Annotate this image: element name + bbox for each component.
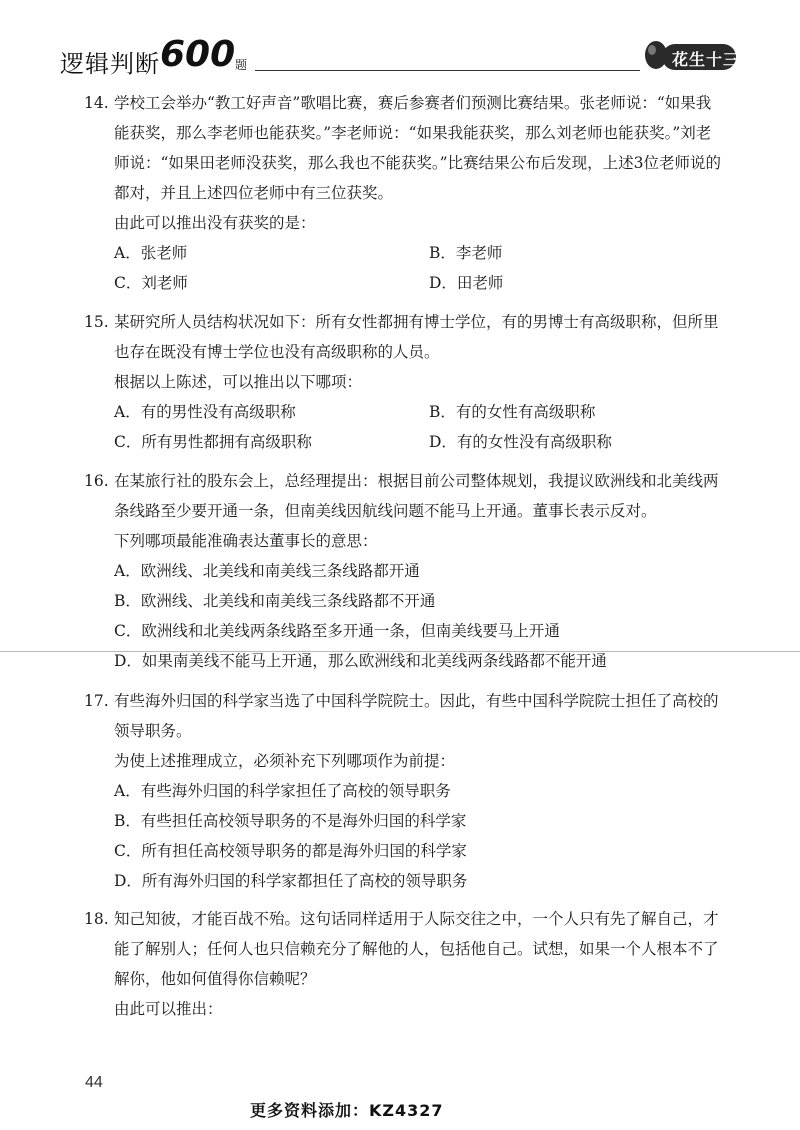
options bbox=[114, 238, 724, 298]
option-b[interactable]: B．欧洲线、北美线和南美线三条线路都不开通 bbox=[114, 592, 436, 610]
options bbox=[114, 556, 724, 676]
question-number: 18. bbox=[84, 910, 109, 928]
scan-fold-line bbox=[0, 651, 800, 652]
question-number: 16. bbox=[84, 472, 109, 490]
book-number: 600 bbox=[160, 34, 236, 75]
option-a[interactable]: A．有些海外归国的科学家担任了高校的领导职务 bbox=[114, 782, 451, 800]
question-prompt: 由此可以推出没有获奖的是： bbox=[114, 214, 316, 232]
question-number: 17. bbox=[84, 692, 109, 710]
question-stem: 在某旅行社的股东会上，总经理提出：根据目前公司整体规划，我提议欧洲线和北美线两条线路至少要开通一条，但南美线因航线问题不能马上开通。董事长表示反对。 bbox=[114, 472, 719, 520]
question-stem: 学校工会举办“教工好声音”歌唱比赛，赛后参赛者们预测比赛结果。张老师说：“如果我能获奖，那么李老师也能获奖。”李老师说：“如果我能获奖，那么刘老师也能获奖。”刘老师说：“如果田老师没获奖，那么我也不能获奖。”比赛结果公布后发现，上述3位老师说的都对，并且上述四位老师中有三位获奖。 bbox=[114, 94, 721, 202]
question-stem: 某研究所人员结构状况如下：所有女性都拥有博士学位，有的男博士有高级职称，但所里也存在既没有博士学位也没有高级职称的人员。 bbox=[114, 313, 719, 361]
question-16 bbox=[84, 466, 724, 676]
author-name: 花生十三 bbox=[672, 50, 741, 69]
question-prompt: 根据以上陈述，可以推出以下哪项： bbox=[114, 373, 363, 391]
option-d[interactable]: D．如果南美线不能马上开通，那么欧洲线和北美线两条线路都不能开通 bbox=[114, 652, 607, 670]
footer-note: 更多资料添加：KZ4327 bbox=[250, 1101, 444, 1120]
question-stem: 有些海外归国的科学家当选了中国科学院院士。因此，有些中国科学院院士担任了高校的领导职务。 bbox=[114, 692, 719, 740]
question-14 bbox=[84, 88, 724, 298]
option-d[interactable]: D．田老师 bbox=[429, 274, 504, 292]
option-b[interactable]: B．有的女性有高级职称 bbox=[429, 403, 596, 421]
option-a[interactable]: A．张老师 bbox=[114, 244, 188, 262]
question-18 bbox=[84, 904, 724, 1024]
option-d[interactable]: D．有的女性没有高级职称 bbox=[429, 433, 612, 451]
question-17 bbox=[84, 686, 724, 896]
option-d[interactable]: D．所有海外归国的科学家都担任了高校的领导职务 bbox=[114, 872, 468, 890]
header-rule bbox=[255, 70, 640, 71]
page-header bbox=[60, 34, 740, 78]
option-c[interactable]: C．所有男性都拥有高级职称 bbox=[114, 433, 312, 451]
question-prompt: 由此可以推出： bbox=[114, 1000, 223, 1018]
options bbox=[114, 397, 724, 457]
question-number: 14. bbox=[84, 94, 109, 112]
page-number: 44 bbox=[85, 1074, 103, 1091]
author-badge bbox=[642, 40, 740, 74]
options bbox=[114, 776, 724, 896]
question-prompt: 为使上述推理成立，必须补充下列哪项作为前提： bbox=[114, 752, 456, 770]
question-number: 15. bbox=[84, 313, 109, 331]
option-c[interactable]: C．刘老师 bbox=[114, 274, 188, 292]
option-c[interactable]: C．欧洲线和北美线两条线路至多开通一条，但南美线要马上开通 bbox=[114, 622, 560, 640]
question-stem: 知己知彼，才能百战不殆。这句话同样适用于人际交往之中，一个人只有先了解自己，才能了解别人；任何人也只信赖充分了解他的人，包括他自己。试想，如果一个人根本不了解你，他如何值得你信赖呢？ bbox=[114, 910, 719, 988]
question-prompt: 下列哪项最能准确表达董事长的意思： bbox=[114, 532, 378, 550]
book-title: 逻辑判断 bbox=[60, 50, 160, 78]
option-a[interactable]: A．有的男性没有高级职称 bbox=[114, 403, 296, 421]
question-15 bbox=[84, 307, 724, 457]
option-a[interactable]: A．欧洲线、北美线和南美线三条线路都开通 bbox=[114, 562, 420, 580]
option-b[interactable]: B．有些担任高校领导职务的不是海外归国的科学家 bbox=[114, 812, 467, 830]
option-b[interactable]: B．李老师 bbox=[429, 244, 503, 262]
option-c[interactable]: C．所有担任高校领导职务的都是海外归国的科学家 bbox=[114, 842, 467, 860]
book-unit: 题 bbox=[235, 58, 248, 72]
